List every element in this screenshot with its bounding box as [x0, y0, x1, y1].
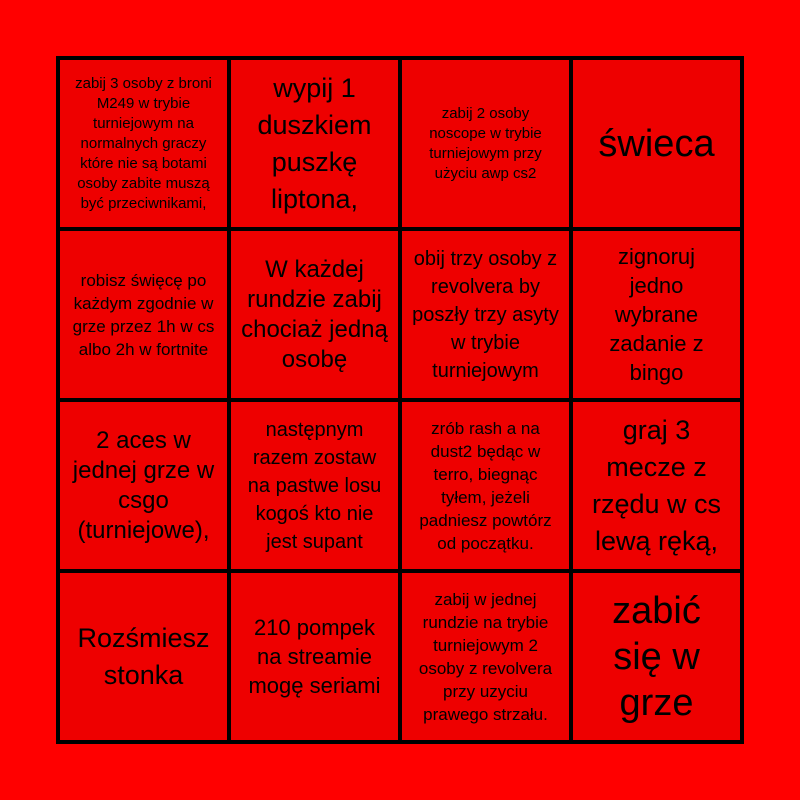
bingo-cell-3[interactable] — [402, 60, 569, 227]
bingo-cell-12[interactable] — [573, 402, 740, 569]
bingo-cell-12-text: graj 3 mecze z rzędu w cs lewą ręką, — [591, 414, 722, 556]
bingo-cell-9[interactable] — [60, 402, 227, 569]
bingo-cell-11-text: zrób rash a na dust2 będąc w terro, biegnąc tyłem, jeżeli padniesz powtórz od początku. — [419, 418, 552, 553]
bingo-cell-5-text: robisz święcę po każdym zgodnie w grze przez 1h w cs albo 2h w fortnite — [72, 270, 215, 359]
bingo-cell-3-text: zabij 2 osoby noscope w trybie turniejowym przy użyciu awp cs2 — [429, 104, 542, 182]
bingo-cell-2[interactable] — [231, 60, 398, 227]
bingo-cell-16[interactable] — [573, 573, 740, 740]
bingo-cell-1[interactable] — [60, 60, 227, 227]
bingo-cell-9-text: 2 aces w jednej grze w csgo (turniejowe), — [72, 426, 215, 544]
bingo-cell-8-text: zignoruj jedno wybrane zadanie z bingo — [609, 244, 704, 385]
bingo-cell-7-text: obij trzy osoby z revolvera by poszły trzy asyty w trybie turniejowym — [412, 247, 559, 382]
bingo-cell-13[interactable] — [60, 573, 227, 740]
bingo-board — [56, 56, 744, 744]
bingo-cell-14-text: 210 pompek na streamie mogę seriami — [248, 615, 381, 698]
bingo-cell-4[interactable] — [573, 60, 740, 227]
bingo-cell-13-text: Rozśmiesz stonka — [77, 622, 210, 690]
bingo-cell-5[interactable] — [60, 231, 227, 398]
bingo-cell-7[interactable] — [402, 231, 569, 398]
bingo-cell-11[interactable] — [402, 402, 569, 569]
bingo-cell-2-text: wypij 1 duszkiem puszkę liptona, — [257, 72, 372, 214]
bingo-cell-1-text: zabij 3 osoby z broni M249 w trybie turniejowym na normalnych graczy które nie są botami osoby zabite muszą być przeciwnikami, — [75, 74, 212, 212]
bingo-cell-16-text: zabić się w grze — [612, 589, 701, 724]
bingo-cell-6[interactable] — [231, 231, 398, 398]
bingo-cell-6-text: W każdej rundzie zabij chociaż jedną osobę — [241, 255, 388, 373]
bingo-cell-10[interactable] — [231, 402, 398, 569]
bingo-cell-4-text: świeca — [598, 122, 715, 165]
bingo-cell-15-text: zabij w jednej rundzie na trybie turniejowym 2 osoby z revolvera przy uzyciu prawego strzału. — [418, 589, 553, 724]
bingo-cell-15[interactable] — [402, 573, 569, 740]
bingo-cell-8[interactable] — [573, 231, 740, 398]
bingo-cell-14[interactable] — [231, 573, 398, 740]
bingo-cell-10-text: następnym razem zostaw na pastwe losu kogoś kto nie jest supant — [247, 418, 382, 553]
